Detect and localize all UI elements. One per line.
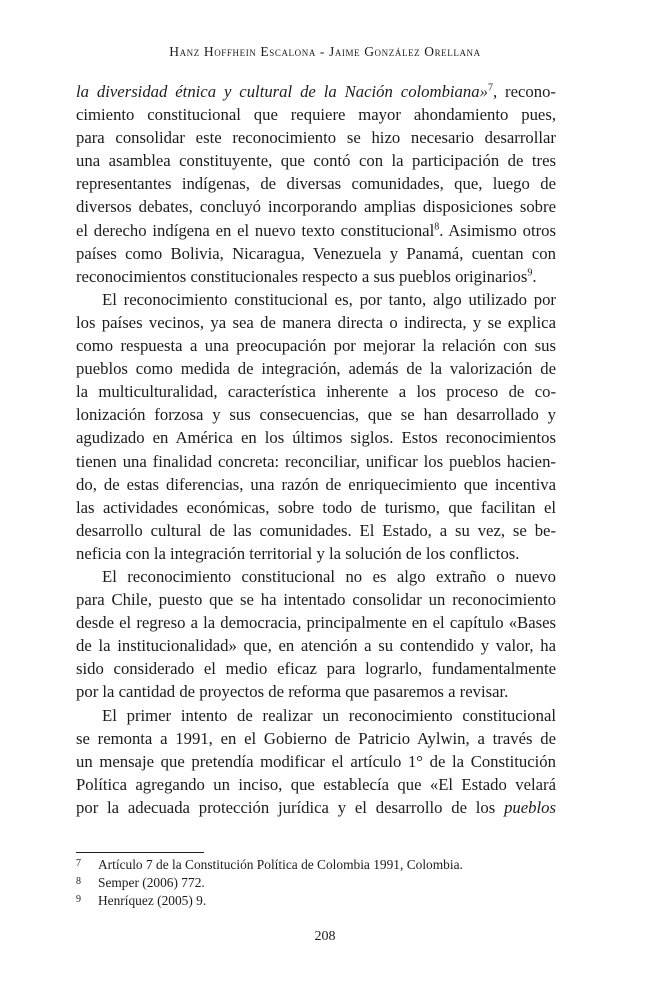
- footnote-ref: 7: [487, 82, 493, 94]
- footnote-text: Semper (2006) 772.: [98, 875, 205, 890]
- text-line: para Chile, puesto que se ha intentado consolidar un reconocimiento: [76, 590, 556, 610]
- text-line: [76, 219, 556, 242]
- footnote: [76, 874, 556, 892]
- text-line: cimiento constitucional que requiere mayor ahondamiento pues,: [76, 105, 556, 125]
- text-run: .: [532, 266, 537, 286]
- paragraph: [76, 80, 556, 288]
- text-line: lonización forzosa y sus consecuencias, que se han desarrollado y: [76, 405, 556, 425]
- text-line: desde el regreso a la democracia, principalmente en el capítulo «Bases: [76, 613, 556, 633]
- paragraph: [76, 565, 556, 704]
- footnote-text: Artículo 7 de la Constitución Política de Colombia 1991, Colombia.: [98, 857, 463, 872]
- text-line: una asamblea constituyente, que contó con la participación de tres: [76, 151, 556, 171]
- page-number: 208: [314, 929, 336, 944]
- body-text: [76, 80, 556, 819]
- text-run: por la adecuada protección jurídica y el desarrollo de los: [76, 797, 505, 817]
- paragraph: [76, 704, 556, 819]
- text-line: representantes indígenas, de diversas comunidades, que, luego de: [76, 174, 556, 194]
- text-run: reconocimientos constitucionales respecto a sus pueblos originarios: [76, 266, 528, 286]
- text-line: sido considerado el medio eficaz para lograrlo, fundamentalmente: [76, 659, 556, 679]
- text-line: El reconocimiento constitucional no es algo extraño o nuevo: [102, 566, 556, 586]
- text-line: tienen una finalidad concreta: reconciliar, unificar los pueblos hacien-: [76, 451, 556, 471]
- text-line: los países vecinos, ya sea de manera directa o indirecta, y se explica: [76, 312, 556, 332]
- footnote-rule: [76, 852, 204, 853]
- footnote-ref: 8: [434, 221, 440, 232]
- footnotes: [76, 856, 556, 910]
- text-line: agudizado en América en los últimos siglos. Estos reconocimientos: [76, 428, 556, 448]
- paragraph: [76, 288, 556, 565]
- footnote-text: Henríquez (2005) 9.: [98, 893, 207, 908]
- footnote-number: 9: [76, 894, 81, 905]
- text-line: diversos debates, concluyó incorporando amplias disposiciones sobre: [76, 197, 556, 217]
- text-line: por la cantidad de proyectos de reforma que pasaremos a revisar.: [76, 682, 509, 702]
- text-line: El primer intento de realizar un reconocimiento constitucional: [102, 705, 556, 725]
- italic-run: la diversidad étnica y cultural de la Nación colombiana»: [76, 82, 488, 101]
- text-line: do, de estas diferencias, una razón de enriquecimiento que incentiva: [76, 474, 556, 494]
- text-line: [76, 80, 556, 103]
- text-line: [76, 265, 556, 288]
- text-line: desarrollo cultural de las comunidades. El Estado, a su vez, se be-: [76, 520, 556, 540]
- footnote-number: 7: [76, 858, 81, 869]
- text-line: para consolidar este reconocimiento se hizo necesario desarrollar: [76, 128, 556, 148]
- text-line: El reconocimiento constitucional es, por tanto, algo utilizado por: [102, 289, 556, 309]
- text-line: neficia con la integración territorial y la solución de los conflictos.: [76, 543, 520, 563]
- italic-run: pueblos: [504, 797, 556, 817]
- text-line: se remonta a 1991, en el Gobierno de Patricio Aylwin, a través de: [76, 728, 556, 748]
- text-run: el derecho indígena en el nuevo texto constitucional: [76, 220, 435, 240]
- footnote: [76, 856, 556, 874]
- text-line: de la institucionalidad» que, en atención a su contendido y valor, ha: [76, 636, 556, 656]
- footnote-ref: 9: [527, 267, 533, 279]
- text-line: [76, 796, 556, 819]
- text-line: países como Bolivia, Nicaragua, Venezuela y Panamá, cuentan con: [76, 243, 556, 263]
- text-run: . Asimismo otros: [439, 220, 556, 240]
- text-line: un mensaje que pretendía modificar el artículo 1° de la Constitución: [76, 751, 556, 771]
- footnote: [76, 892, 556, 910]
- text-line: pueblos como medida de integración, además de la valorización de: [76, 359, 556, 379]
- text-line: la multiculturalidad, característica inherente a los proceso de co-: [76, 382, 556, 402]
- text-line: Política agregando un inciso, que establecía que «El Estado velará: [76, 774, 556, 794]
- footnote-number: 8: [76, 876, 81, 887]
- text-line: las actividades económicas, sobre todo de turismo, que facilitan el: [76, 497, 556, 517]
- text-line: como respuesta a una preocupación por mejorar la relación con sus: [76, 336, 556, 356]
- text-run: , recono-: [492, 82, 556, 101]
- running-head: Hanz Hoffhein Escalona - Jaime González Orellana: [169, 44, 481, 59]
